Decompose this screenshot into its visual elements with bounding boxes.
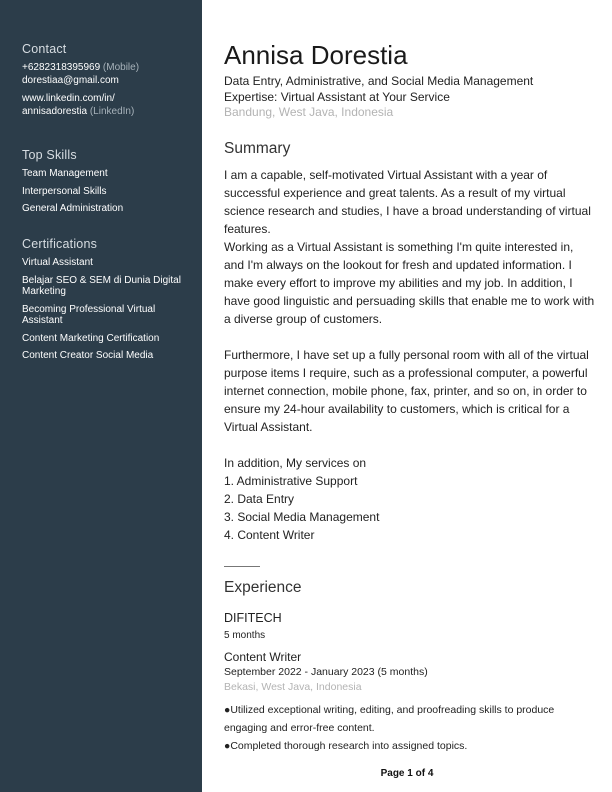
certification-item: Content Marketing Certification (22, 332, 160, 344)
job-bullet: ●Utilized exceptional writing, editing, and proofreading skills to produce engaging and error-free content. (224, 704, 555, 734)
certification-item: Becoming Professional Virtual Assistant (22, 303, 156, 326)
certification-item: Virtual Assistant (22, 257, 93, 268)
page-number: Page 1 of 4 (380, 768, 434, 779)
skill-item: General Administration (22, 203, 124, 214)
headline-line-1: Data Entry, Administrative, and Social Media Management (224, 74, 534, 88)
company-duration: 5 months (224, 630, 266, 641)
contact-heading: Contact (22, 42, 67, 56)
linkedin-line (22, 106, 194, 119)
summary-body (224, 166, 596, 544)
headline-line-2: Expertise: Virtual Assistant at Your Service (224, 89, 450, 104)
job-bullet: ●Completed thorough research into assigned topics. (224, 740, 468, 752)
company-name: DIFITECH (224, 611, 282, 625)
candidate-location: Bandung, West Java, Indonesia (224, 105, 394, 119)
summary-paragraph: Working as a Virtual Assistant is something I'm quite interested in, and I'm always on the lookout for fresh and updated information. I make every effort to improve my abilities and my job. In addition, I have good linguistic and persuading skills that enable me to work with a diverse group of customers. (224, 240, 595, 326)
services-intro: In addition, My services on (224, 456, 367, 470)
top-skills-heading: Top Skills (22, 148, 77, 162)
linkedin-label: (LinkedIn) (89, 105, 135, 117)
certification-item: Content Creator Social Media (22, 350, 154, 361)
job-dates: September 2022 - January 2023 (5 months) (224, 666, 428, 678)
email-link[interactable]: dorestiaa@gmail.com (22, 74, 119, 86)
candidate-name: Annisa Dorestia (224, 40, 408, 70)
skill-item: Interpersonal Skills (22, 185, 107, 197)
linkedin-url-line1[interactable]: www.linkedin.com/in/ (22, 93, 115, 104)
top-skills-section (22, 148, 194, 221)
summary-paragraph: Furthermore, I have set up a fully personal room with all of the virtual purpose items I require, such as a professional computer, a powerful internet connection, mobile phone, fax, printer, and so on, in order to ensure my 24-hour availability to customers, which is critical for a Virtual Assistant. (224, 348, 589, 434)
linkedin-url-line2[interactable]: annisadorestia (22, 105, 88, 117)
summary-paragraph: I am a capable, self-motivated Virtual Assistant with a year of successful experience and great talents. As a result of my virtual science research and studies, I have a broad understanding of virtual features. (224, 168, 591, 236)
section-divider (224, 566, 260, 567)
headline (224, 74, 604, 105)
sidebar (0, 0, 202, 792)
certifications-heading: Certifications (22, 237, 98, 251)
phone-label: (Mobile) (102, 62, 140, 73)
phone-line (22, 62, 194, 75)
phone-number: +6282318395969 (22, 62, 101, 73)
job-bullets (224, 701, 596, 755)
service-item: 2. Data Entry (224, 492, 295, 506)
service-item: 3. Social Media Management (224, 510, 380, 524)
job-location: Bekasi, West Java, Indonesia (224, 681, 362, 693)
certification-item: Belajar SEO & SEM di Dunia Digital Marketing (22, 274, 181, 297)
contact-section (22, 42, 194, 118)
experience-heading: Experience (224, 579, 302, 596)
skill-item: Team Management (22, 168, 108, 179)
job-title: Content Writer (224, 650, 302, 664)
certifications-section (22, 237, 194, 368)
service-item: 4. Content Writer (224, 528, 315, 542)
service-item: 1. Administrative Support (224, 474, 358, 488)
summary-heading: Summary (224, 140, 291, 157)
